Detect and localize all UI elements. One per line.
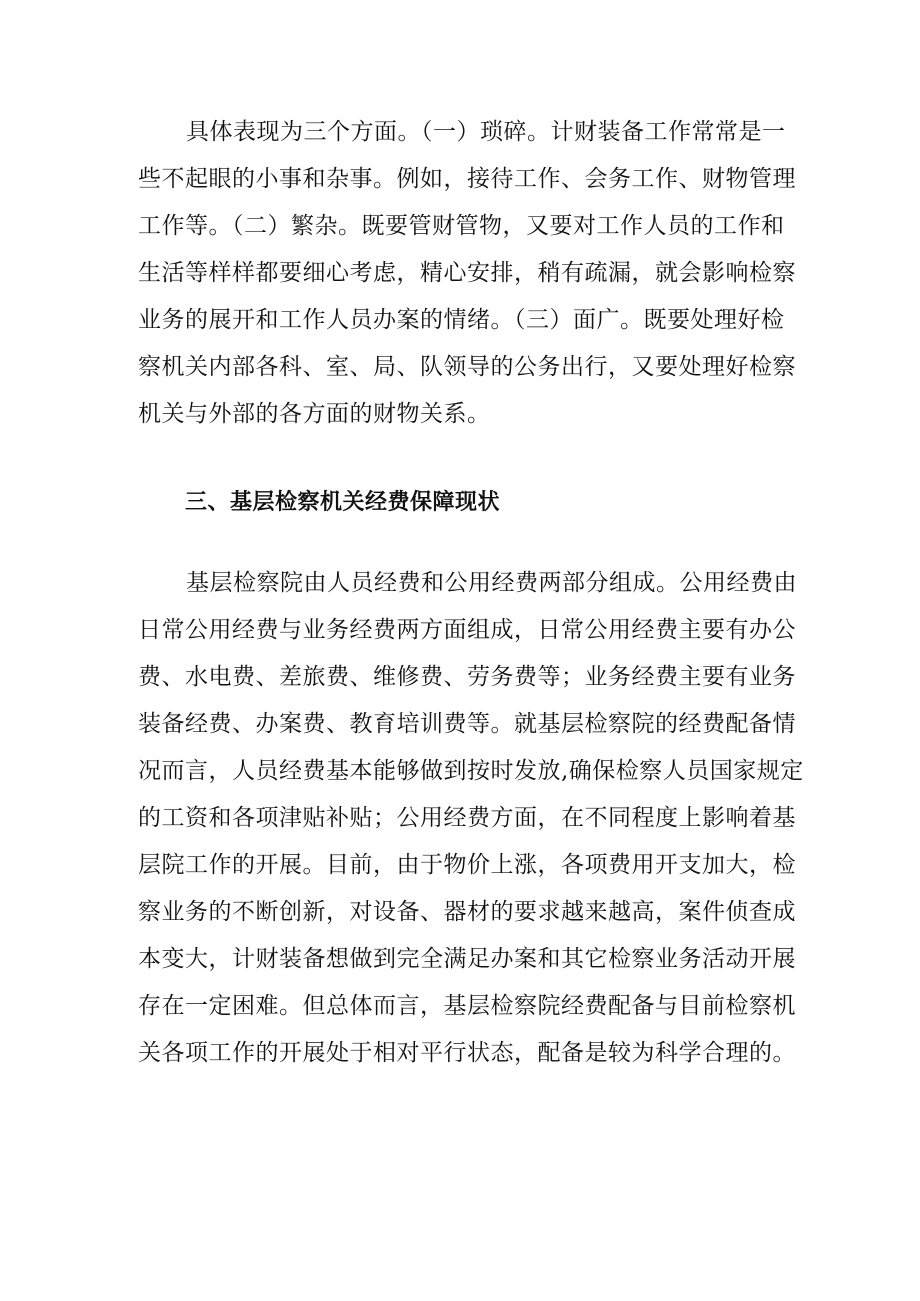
paragraph-line: 工作等。（二）繁杂。既要管财管物，又要对工作人员的工作和 bbox=[138, 213, 785, 239]
paragraph-line: 察业务的不断创新，对设备、器材的要求越来越高，案件侦查成 bbox=[138, 899, 796, 925]
paragraph-line: 机关与外部的各方面的财物关系。 bbox=[138, 401, 491, 427]
paragraph-line: 基层检察院由人员经费和公用经费两部分组成。公用经费由 bbox=[186, 570, 797, 596]
paragraph-line: 察机关内部各科、室、局、队领导的公务出行，又要处理好检察 bbox=[138, 354, 796, 380]
paragraph-line: 的工资和各项津贴补贴；公用经费方面，在不同程度上影响着基 bbox=[138, 805, 796, 831]
paragraph-line: 生活等样样都要细心考虑，精心安排，稍有疏漏，就会影响检察 bbox=[138, 260, 796, 286]
paragraph-line: 本变大，计财装备想做到完全满足办案和其它检察业务活动开展 bbox=[138, 946, 796, 972]
paragraph-line: 存在一定困难。但总体而言，基层检察院经费配备与目前检察机 bbox=[138, 993, 796, 1019]
paragraph-line: 况而言，人员经费基本能够做到按时发放,确保检察人员国家规定 bbox=[138, 758, 804, 784]
paragraph-line: 层院工作的开展。目前，由于物价上涨，各项费用开支加大，检 bbox=[138, 852, 796, 878]
paragraph-line: 费、水电费、差旅费、维修费、劳务费等；业务经费主要有业务 bbox=[138, 664, 796, 690]
paragraph-line: 具体表现为三个方面。（一）琐碎。计财装备工作常常是一 bbox=[186, 119, 786, 145]
section-heading: 三、基层检察机关经费保障现状 bbox=[185, 490, 501, 515]
paragraph-line: 业务的展开和工作人员办案的情绪。（三）面广。既要处理好检 bbox=[138, 307, 785, 333]
paragraph-line: 日常公用经费与业务经费两方面组成，日常公用经费主要有办公 bbox=[138, 617, 796, 643]
paragraph-line: 关各项工作的开展处于相对平行状态，配备是较为科学合理的。 bbox=[138, 1040, 796, 1066]
paragraph-line: 装备经费、办案费、教育培训费等。就基层检察院的经费配备情 bbox=[138, 711, 796, 737]
paragraph-line: 些不起眼的小事和杂事。例如，接待工作、会务工作、财物管理 bbox=[138, 166, 796, 192]
